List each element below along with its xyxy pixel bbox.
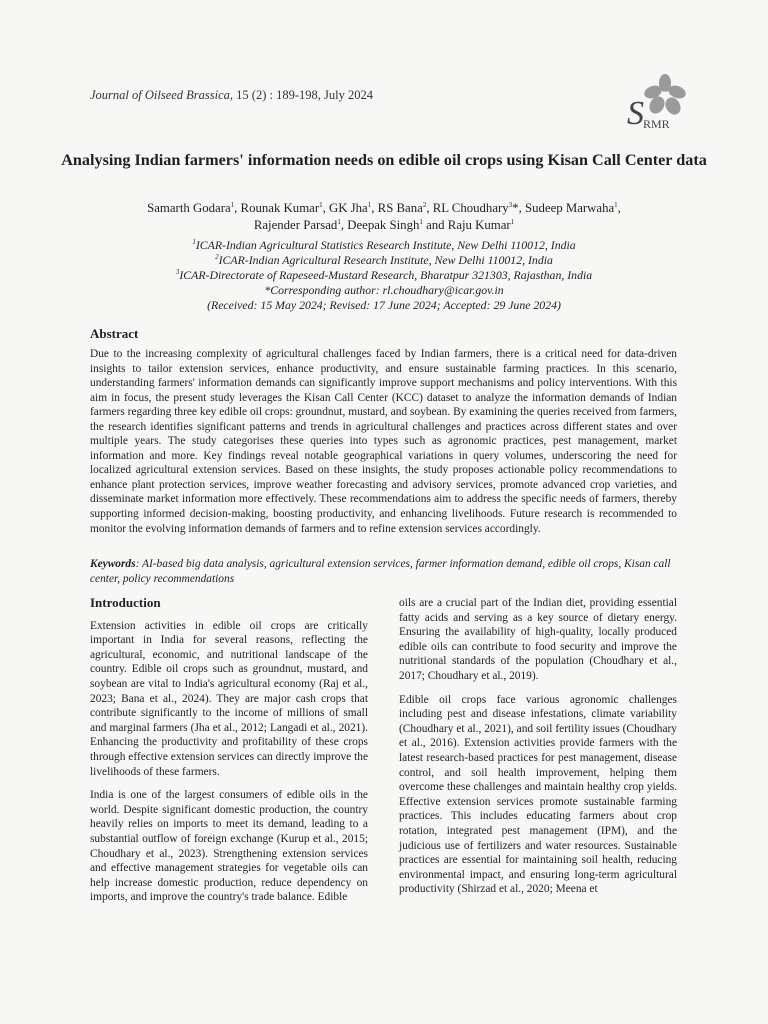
affiliations bbox=[60, 238, 708, 313]
author-affiliation-mark: 1 bbox=[367, 201, 372, 209]
paragraph: oils are a crucial part of the Indian diet, providing essential fatty acids and serving as a key source of dietary energy. Ensuring the availability of high-quality, locally produced edible oils can contribute to food security and improve the nutritional standards of the population (Choudhary et al., 2017; Choudhary et al., 2019). bbox=[399, 597, 677, 682]
journal-name: Journal of Oilseed Brassica, bbox=[90, 88, 234, 102]
author-separator: , bbox=[371, 201, 378, 215]
body-column-left bbox=[90, 596, 368, 914]
logo-letters-rmr: RMR bbox=[643, 117, 670, 131]
journal-citation bbox=[90, 88, 373, 103]
author-affiliation-mark: 1 bbox=[337, 218, 341, 226]
author-separator: , bbox=[322, 201, 329, 215]
author-name: RS Bana bbox=[377, 201, 423, 215]
author-separator: , bbox=[426, 201, 433, 215]
logo-letter-s: S bbox=[627, 95, 644, 132]
author-separator: and bbox=[422, 218, 448, 232]
author-affiliation-mark: 1 bbox=[319, 201, 323, 209]
introduction-heading: Introduction bbox=[90, 595, 161, 610]
affiliation-1: $^1$ICAR-Indian Agricultural Statistics Research Institute, New Delhi 110012, India bbox=[192, 238, 576, 252]
affiliation-2: $^2$ICAR-Indian Agricultural Research Institute, New Delhi 110012, India bbox=[215, 253, 553, 267]
author-name: Raju Kumar bbox=[447, 218, 511, 232]
author-affiliation-mark: 1 bbox=[230, 201, 235, 209]
journal-logo bbox=[615, 72, 695, 134]
author-affiliation-mark: 3 bbox=[508, 201, 513, 209]
author-affiliation-mark: 2 bbox=[422, 201, 427, 209]
author-line-2 bbox=[60, 217, 708, 234]
author-name: GK Jha bbox=[329, 201, 368, 215]
author-name: Sudeep Marwaha bbox=[524, 201, 615, 215]
author-affiliation-mark: 1 bbox=[419, 218, 423, 226]
abstract-text: Due to the increasing complexity of agricultural challenges faced by Indian farmers, there is a critical need for data-driven insights to tailor extension services, enhance productivity, and ensure sustainable farming practices. In this scenario, understanding farmers' information demands can significantly improve support mechanisms and policy interventions. With this aim in focus, the present study leverages the Kisan Call Center (KCC) dataset to analyze the information demands of Indian farmers regarding three key edible oil crops: groundnut, mustard, and soybean. By examining the queries received from farmers, the research identifies significant patterns and trends in agricultural challenges and practices across different states and over multiple years. The study categorises these queries into types such as agronomic practices, pest management, market information and more. Key findings reveal notable geographical variations in query volumes, underscoring the need for localized agricultural extension services. Based on these insights, the study proposes actionable policy recommendations to enhance plant protection services, improve weather forecasting and advisory services, promote advanced crop varieties, and disseminate market information more effectively. These recommendations aim to address the specific needs of farmers, thereby supporting informed decision-making, boosting productivity, and enhancing livelihoods. Future research is recommended to monitor the evolving information demands of farmers and to refine extension services accordingly. bbox=[90, 348, 677, 535]
journal-details: 15 (2) : 189-198, July 2024 bbox=[233, 88, 373, 102]
keywords-label: Keywords bbox=[90, 558, 136, 570]
paragraph: India is one of the largest consumers of edible oils in the world. Despite significant domestic production, the country heavily relies on imports to meet its demand, leading to a substantial outflow of foreign exchange (Kurup et al., 2015; Choudhary et al., 2023). Strengthening extension services and effective management strategies for vegetable oils can help increase domestic production, reduce dependency on imports, and improve the country's trade balance. Edible bbox=[90, 789, 368, 904]
author-name: RL Choudhary bbox=[432, 201, 509, 215]
author-affiliation-mark: 1 bbox=[614, 201, 618, 209]
paper-title: Analysing Indian farmers' information needs on edible oil crops using Kisan Call Center data bbox=[61, 151, 707, 169]
author-affiliation-mark: 1 bbox=[510, 218, 515, 226]
author-separator: *, bbox=[512, 201, 525, 215]
abstract-heading: Abstract bbox=[90, 326, 139, 341]
paragraph: Extension activities in edible oil crops are critically important in India for several reasons, reflecting the agricultural, economic, and nutritional landscape of the country. Edible oil crops such as groundnut, mustard, and soybean are vital to India's agricultural economy (Raj et al., 2023; Bana et al., 2024). They are major cash crops that contribute significantly to the income of millions of small and marginal farmers (Jha et al., 2012; Langadi et al., 2021). Enhancing the productivity and profitability of these crops through effective extension services can directly improve the livelihoods of these farmers. bbox=[90, 619, 368, 778]
author-name: Rounak Kumar bbox=[240, 201, 320, 215]
paragraph: Edible oil crops face various agronomic challenges including pest and disease infestations, climate variability (Choudhary et al., 2021), and soil fertility issues (Choudhary et al., 2016). Extension activities provide farmers with the latest research-based practices for pest management, disease control, and soil health improvement, helping them overcome these challenges and maintain healthy crop yields. Effective extension services promote sustainable farming practices. This includes educating farmers about crop rotation, integrated pest management (IPM), and the judicious use of fertilizers and water resources. Sustainable practices are essential for maintaining soil health, reducing environmental impact, and ensuring long-term agricultural productivity (Shirzad et al., 2020; Meena et bbox=[399, 693, 677, 896]
keywords-text: : AI-based big data analysis, agricultural extension services, farmer information demand, edible oil crops, Kisan call center, policy recommendations bbox=[90, 558, 671, 585]
affiliation-3: $^3$ICAR-Directorate of Rapeseed-Mustard Research, Bharatpur 321303, Rajasthan, India bbox=[175, 268, 593, 282]
author-name: Rajender Parsad bbox=[253, 218, 338, 232]
author-name: Deepak Singh bbox=[347, 218, 420, 232]
flower-icon bbox=[642, 74, 687, 117]
keywords bbox=[90, 557, 677, 586]
author-separator: , bbox=[340, 218, 348, 232]
corresponding-author: *Corresponding author: rl.choudhary@icar.gov.in bbox=[264, 283, 504, 297]
author-list bbox=[60, 200, 708, 234]
body-column-right bbox=[399, 596, 677, 906]
submission-dates: (Received: 15 May 2024; Revised: 17 June 2024; Accepted: 29 June 2024) bbox=[207, 298, 561, 312]
author-line-1 bbox=[60, 200, 708, 217]
author-separator: , bbox=[617, 201, 621, 215]
author-separator: , bbox=[234, 201, 241, 215]
author-name: Samarth Godara bbox=[147, 201, 231, 215]
